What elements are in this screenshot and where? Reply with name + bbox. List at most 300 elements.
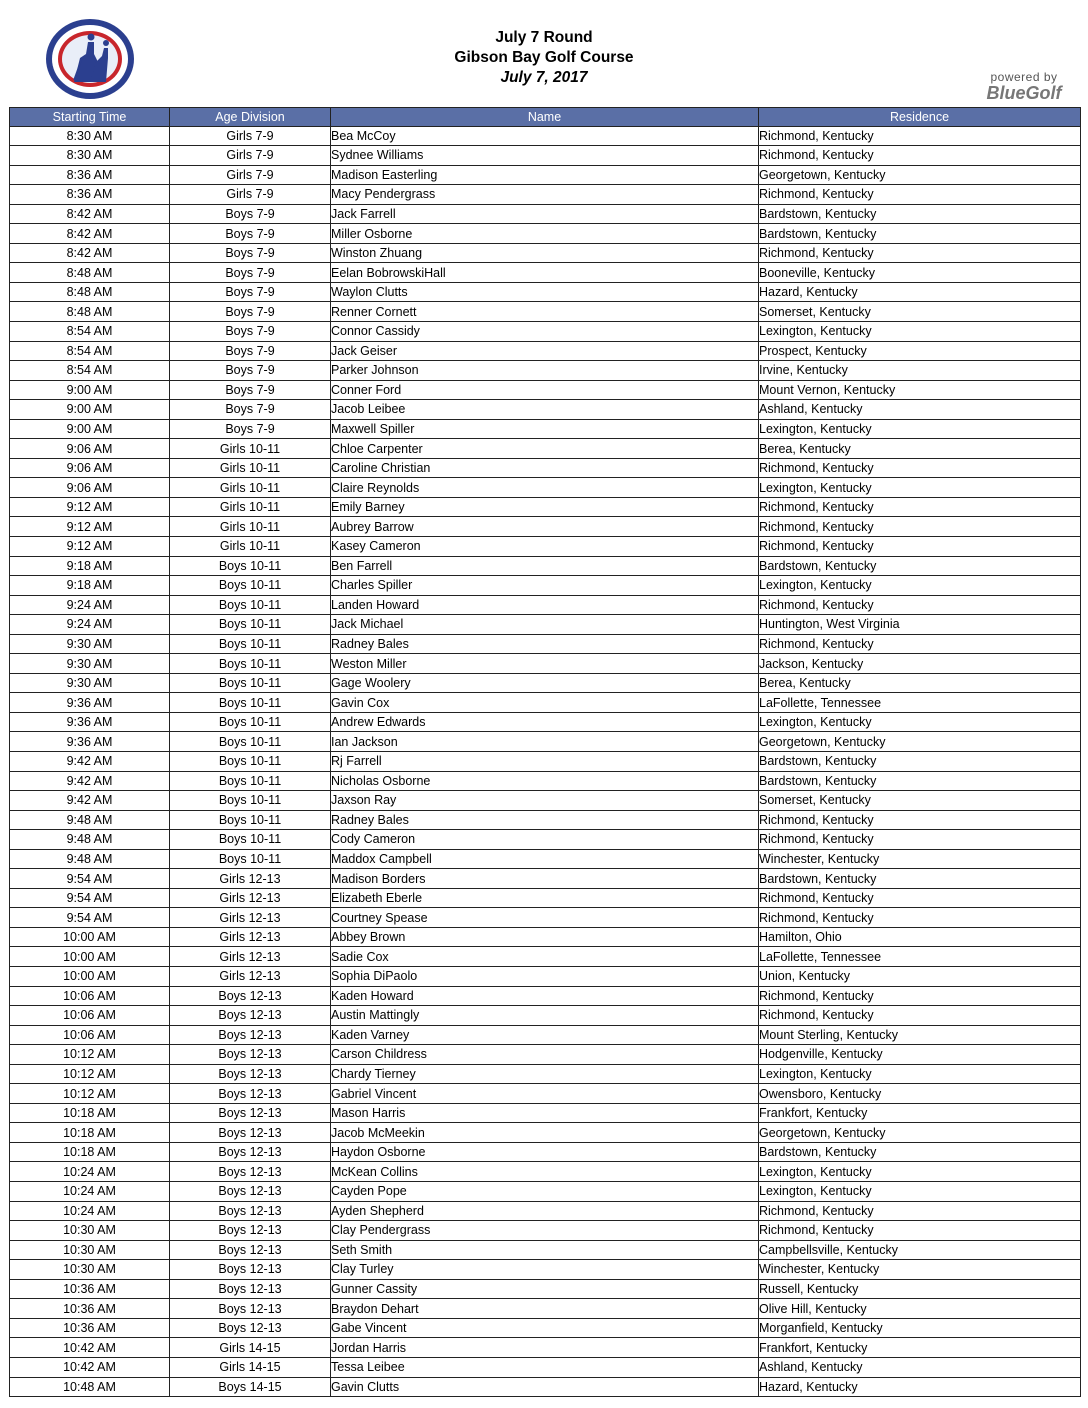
table-row: [10, 849, 1081, 869]
player-name-cell: Austin Mattingly: [331, 1006, 759, 1026]
player-name-cell: Emily Barney: [331, 497, 759, 517]
residence-cell: Richmond, Kentucky: [759, 185, 1081, 205]
residence-cell: Russell, Kentucky: [759, 1279, 1081, 1299]
age-division-cell: Girls 12-13: [170, 967, 331, 987]
table-row: [10, 1377, 1081, 1397]
player-name-cell: Sydnee Williams: [331, 146, 759, 166]
residence-cell: Georgetown, Kentucky: [759, 165, 1081, 185]
age-division-cell: Boys 14-15: [170, 1377, 331, 1397]
table-row: [10, 380, 1081, 400]
table-row: [10, 810, 1081, 830]
residence-cell: Richmond, Kentucky: [759, 1221, 1081, 1241]
age-division-cell: Boys 10-11: [170, 654, 331, 674]
residence-cell: Prospect, Kentucky: [759, 341, 1081, 361]
player-name-cell: Carson Childress: [331, 1045, 759, 1065]
residence-cell: Richmond, Kentucky: [759, 888, 1081, 908]
player-name-cell: Radney Bales: [331, 634, 759, 654]
age-division-cell: Boys 7-9: [170, 321, 331, 341]
table-row: [10, 185, 1081, 205]
residence-cell: Olive Hill, Kentucky: [759, 1299, 1081, 1319]
residence-cell: Booneville, Kentucky: [759, 263, 1081, 283]
age-division-cell: Boys 10-11: [170, 849, 331, 869]
table-row: [10, 752, 1081, 772]
table-row: [10, 536, 1081, 556]
round-date: July 7, 2017: [500, 69, 588, 86]
player-name-cell: Gabriel Vincent: [331, 1084, 759, 1104]
residence-cell: Richmond, Kentucky: [759, 243, 1081, 263]
player-name-cell: Clay Turley: [331, 1260, 759, 1280]
player-name-cell: Courtney Spease: [331, 908, 759, 928]
residence-cell: Hazard, Kentucky: [759, 1377, 1081, 1397]
residence-cell: Richmond, Kentucky: [759, 458, 1081, 478]
age-division-cell: Boys 7-9: [170, 263, 331, 283]
age-division-cell: Boys 7-9: [170, 224, 331, 244]
age-division-cell: Girls 7-9: [170, 185, 331, 205]
residence-cell: Richmond, Kentucky: [759, 126, 1081, 146]
residence-cell: Bardstown, Kentucky: [759, 1142, 1081, 1162]
player-name-cell: Jacob McMeekin: [331, 1123, 759, 1143]
player-name-cell: Radney Bales: [331, 810, 759, 830]
starting-time-cell: 9:06 AM: [10, 458, 170, 478]
age-division-cell: Boys 12-13: [170, 1201, 331, 1221]
residence-cell: Richmond, Kentucky: [759, 830, 1081, 850]
age-division-cell: Boys 10-11: [170, 556, 331, 576]
player-name-cell: Caroline Christian: [331, 458, 759, 478]
player-name-cell: Bea McCoy: [331, 126, 759, 146]
table-row: [10, 986, 1081, 1006]
starting-time-cell: 9:30 AM: [10, 673, 170, 693]
starting-time-cell: 9:12 AM: [10, 517, 170, 537]
age-division-cell: Boys 7-9: [170, 302, 331, 322]
starting-time-cell: 8:30 AM: [10, 146, 170, 166]
residence-cell: Union, Kentucky: [759, 967, 1081, 987]
player-name-cell: Mason Harris: [331, 1103, 759, 1123]
starting-time-cell: 8:36 AM: [10, 165, 170, 185]
age-division-cell: Boys 10-11: [170, 595, 331, 615]
starting-time-cell: 10:06 AM: [10, 1006, 170, 1026]
residence-cell: Richmond, Kentucky: [759, 595, 1081, 615]
starting-time-cell: 9:54 AM: [10, 908, 170, 928]
starting-time-cell: 10:24 AM: [10, 1162, 170, 1182]
player-name-cell: Chardy Tierney: [331, 1064, 759, 1084]
age-division-cell: Boys 12-13: [170, 1142, 331, 1162]
player-name-cell: Sadie Cox: [331, 947, 759, 967]
starting-time-cell: 10:12 AM: [10, 1064, 170, 1084]
player-name-cell: Gage Woolery: [331, 673, 759, 693]
report-header: [0, 28, 1088, 88]
player-name-cell: Kaden Howard: [331, 986, 759, 1006]
age-division-cell: Girls 10-11: [170, 458, 331, 478]
table-row: [10, 458, 1081, 478]
table-row: [10, 126, 1081, 146]
age-division-cell: Boys 12-13: [170, 1162, 331, 1182]
age-division-cell: Boys 10-11: [170, 673, 331, 693]
starting-time-cell: 9:12 AM: [10, 497, 170, 517]
table-body: [10, 126, 1081, 1397]
table-row: [10, 927, 1081, 947]
player-name-cell: Macy Pendergrass: [331, 185, 759, 205]
residence-cell: LaFollette, Tennessee: [759, 693, 1081, 713]
player-name-cell: Kaden Varney: [331, 1025, 759, 1045]
starting-time-cell: 10:30 AM: [10, 1260, 170, 1280]
residence-cell: Frankfort, Kentucky: [759, 1338, 1081, 1358]
age-division-cell: Boys 10-11: [170, 576, 331, 596]
starting-time-cell: 8:48 AM: [10, 263, 170, 283]
table-row: [10, 1318, 1081, 1338]
age-division-cell: Boys 7-9: [170, 282, 331, 302]
starting-time-cell: 9:42 AM: [10, 771, 170, 791]
age-division-cell: Boys 10-11: [170, 810, 331, 830]
starting-time-cell: 9:36 AM: [10, 712, 170, 732]
residence-cell: Huntington, West Virginia: [759, 615, 1081, 635]
player-name-cell: Winston Zhuang: [331, 243, 759, 263]
table-row: [10, 321, 1081, 341]
age-division-cell: Boys 12-13: [170, 1064, 331, 1084]
age-division-cell: Boys 7-9: [170, 361, 331, 381]
table-row: [10, 673, 1081, 693]
age-division-cell: Girls 10-11: [170, 439, 331, 459]
player-name-cell: Parker Johnson: [331, 361, 759, 381]
starting-time-cell: 10:18 AM: [10, 1142, 170, 1162]
age-division-cell: Boys 12-13: [170, 1025, 331, 1045]
table-row: [10, 1123, 1081, 1143]
table-row: [10, 908, 1081, 928]
table-row: [10, 1064, 1081, 1084]
starting-time-cell: 10:18 AM: [10, 1123, 170, 1143]
table-row: [10, 439, 1081, 459]
starting-time-cell: 9:42 AM: [10, 752, 170, 772]
age-division-cell: Girls 10-11: [170, 478, 331, 498]
table-row: [10, 361, 1081, 381]
starting-time-cell: 9:00 AM: [10, 400, 170, 420]
age-division-cell: Boys 10-11: [170, 634, 331, 654]
powered-by-label: powered by: [990, 70, 1058, 84]
table-row: [10, 419, 1081, 439]
age-division-cell: Girls 10-11: [170, 536, 331, 556]
residence-cell: Mount Vernon, Kentucky: [759, 380, 1081, 400]
residence-cell: Richmond, Kentucky: [759, 497, 1081, 517]
residence-cell: Hodgenville, Kentucky: [759, 1045, 1081, 1065]
age-division-cell: Boys 10-11: [170, 693, 331, 713]
table-header-row: [10, 108, 1081, 127]
player-name-cell: Braydon Dehart: [331, 1299, 759, 1319]
table-row: [10, 595, 1081, 615]
starting-time-cell: 9:30 AM: [10, 654, 170, 674]
residence-cell: Lexington, Kentucky: [759, 321, 1081, 341]
starting-time-cell: 9:24 AM: [10, 595, 170, 615]
residence-cell: Ashland, Kentucky: [759, 1357, 1081, 1377]
player-name-cell: Elizabeth Eberle: [331, 888, 759, 908]
residence-cell: Bardstown, Kentucky: [759, 556, 1081, 576]
table-row: [10, 615, 1081, 635]
table-row: [10, 1045, 1081, 1065]
age-division-cell: Boys 12-13: [170, 1279, 331, 1299]
player-name-cell: Tessa Leibee: [331, 1357, 759, 1377]
table-row: [10, 146, 1081, 166]
table-row: [10, 967, 1081, 987]
residence-cell: Richmond, Kentucky: [759, 634, 1081, 654]
starting-time-cell: 9:24 AM: [10, 615, 170, 635]
table-row: [10, 1182, 1081, 1202]
age-division-cell: Girls 10-11: [170, 497, 331, 517]
age-division-cell: Boys 10-11: [170, 791, 331, 811]
age-division-cell: Girls 7-9: [170, 146, 331, 166]
residence-cell: Frankfort, Kentucky: [759, 1103, 1081, 1123]
age-division-cell: Boys 12-13: [170, 1182, 331, 1202]
age-division-cell: Girls 14-15: [170, 1338, 331, 1358]
starting-time-cell: 10:42 AM: [10, 1338, 170, 1358]
age-division-cell: Boys 12-13: [170, 1045, 331, 1065]
table-row: [10, 400, 1081, 420]
player-name-cell: Jordan Harris: [331, 1338, 759, 1358]
player-name-cell: Landen Howard: [331, 595, 759, 615]
starting-time-cell: 10:00 AM: [10, 947, 170, 967]
player-name-cell: Renner Cornett: [331, 302, 759, 322]
starting-time-cell: 9:48 AM: [10, 810, 170, 830]
age-division-cell: Girls 12-13: [170, 869, 331, 889]
table-row: [10, 576, 1081, 596]
player-name-cell: Waylon Clutts: [331, 282, 759, 302]
starting-time-cell: 10:00 AM: [10, 927, 170, 947]
starting-time-cell: 8:54 AM: [10, 361, 170, 381]
residence-cell: Bardstown, Kentucky: [759, 771, 1081, 791]
table-row: [10, 1357, 1081, 1377]
age-division-cell: Boys 12-13: [170, 1299, 331, 1319]
table-row: [10, 204, 1081, 224]
bluegolf-brand: BlueGolf: [986, 83, 1062, 103]
age-division-cell: Boys 12-13: [170, 1084, 331, 1104]
player-name-cell: Jaxson Ray: [331, 791, 759, 811]
table-row: [10, 1240, 1081, 1260]
residence-cell: Richmond, Kentucky: [759, 986, 1081, 1006]
table-row: [10, 263, 1081, 283]
table-row: [10, 556, 1081, 576]
player-name-cell: Madison Easterling: [331, 165, 759, 185]
residence-cell: Richmond, Kentucky: [759, 908, 1081, 928]
player-name-cell: Nicholas Osborne: [331, 771, 759, 791]
player-name-cell: Ben Farrell: [331, 556, 759, 576]
player-name-cell: Jack Michael: [331, 615, 759, 635]
residence-cell: Lexington, Kentucky: [759, 576, 1081, 596]
player-name-cell: Madison Borders: [331, 869, 759, 889]
age-division-cell: Girls 12-13: [170, 888, 331, 908]
player-name-cell: Sophia DiPaolo: [331, 967, 759, 987]
table-row: [10, 888, 1081, 908]
starting-time-cell: 9:30 AM: [10, 634, 170, 654]
table-row: [10, 654, 1081, 674]
residence-cell: Lexington, Kentucky: [759, 419, 1081, 439]
column-header-starting-time: Starting Time: [10, 108, 170, 127]
table-row: [10, 341, 1081, 361]
starting-time-cell: 9:42 AM: [10, 791, 170, 811]
player-name-cell: Claire Reynolds: [331, 478, 759, 498]
table-row: [10, 282, 1081, 302]
starting-time-cell: 10:36 AM: [10, 1279, 170, 1299]
age-division-cell: Girls 10-11: [170, 517, 331, 537]
table-row: [10, 947, 1081, 967]
residence-cell: Lexington, Kentucky: [759, 1182, 1081, 1202]
age-division-cell: Boys 12-13: [170, 1103, 331, 1123]
starting-time-cell: 10:06 AM: [10, 986, 170, 1006]
residence-cell: Richmond, Kentucky: [759, 536, 1081, 556]
player-name-cell: McKean Collins: [331, 1162, 759, 1182]
residence-cell: Lexington, Kentucky: [759, 478, 1081, 498]
starting-time-cell: 9:48 AM: [10, 830, 170, 850]
column-header-age-division: Age Division: [170, 108, 331, 127]
residence-cell: Richmond, Kentucky: [759, 517, 1081, 537]
starting-time-cell: 10:24 AM: [10, 1201, 170, 1221]
residence-cell: Hazard, Kentucky: [759, 282, 1081, 302]
player-name-cell: Kasey Cameron: [331, 536, 759, 556]
residence-cell: Georgetown, Kentucky: [759, 732, 1081, 752]
residence-cell: Bardstown, Kentucky: [759, 752, 1081, 772]
powered-by-bluegolf: [972, 70, 1076, 104]
residence-cell: Bardstown, Kentucky: [759, 869, 1081, 889]
residence-cell: Richmond, Kentucky: [759, 1201, 1081, 1221]
age-division-cell: Boys 12-13: [170, 1123, 331, 1143]
starting-time-cell: 10:12 AM: [10, 1084, 170, 1104]
age-division-cell: Boys 10-11: [170, 771, 331, 791]
starting-time-cell: 9:54 AM: [10, 869, 170, 889]
table-row: [10, 478, 1081, 498]
age-division-cell: Boys 7-9: [170, 380, 331, 400]
starting-time-cell: 9:54 AM: [10, 888, 170, 908]
table-row: [10, 1221, 1081, 1241]
starting-time-cell: 8:54 AM: [10, 321, 170, 341]
age-division-cell: Boys 10-11: [170, 752, 331, 772]
tee-times-table: [9, 107, 1081, 1397]
starting-time-cell: 10:48 AM: [10, 1377, 170, 1397]
residence-cell: Campbellsville, Kentucky: [759, 1240, 1081, 1260]
starting-time-cell: 9:06 AM: [10, 439, 170, 459]
age-division-cell: Boys 7-9: [170, 243, 331, 263]
table-row: [10, 224, 1081, 244]
table-row: [10, 1103, 1081, 1123]
residence-cell: Georgetown, Kentucky: [759, 1123, 1081, 1143]
table-row: [10, 517, 1081, 537]
table-row: [10, 693, 1081, 713]
starting-time-cell: 8:48 AM: [10, 282, 170, 302]
player-name-cell: Rj Farrell: [331, 752, 759, 772]
age-division-cell: Girls 7-9: [170, 126, 331, 146]
age-division-cell: Boys 7-9: [170, 204, 331, 224]
residence-cell: Richmond, Kentucky: [759, 1006, 1081, 1026]
starting-time-cell: 8:30 AM: [10, 126, 170, 146]
residence-cell: Hamilton, Ohio: [759, 927, 1081, 947]
age-division-cell: Boys 12-13: [170, 1260, 331, 1280]
player-name-cell: Charles Spiller: [331, 576, 759, 596]
residence-cell: Morganfield, Kentucky: [759, 1318, 1081, 1338]
residence-cell: Bardstown, Kentucky: [759, 224, 1081, 244]
starting-time-cell: 9:00 AM: [10, 419, 170, 439]
player-name-cell: Aubrey Barrow: [331, 517, 759, 537]
starting-time-cell: 10:24 AM: [10, 1182, 170, 1202]
residence-cell: Lexington, Kentucky: [759, 712, 1081, 732]
age-division-cell: Girls 12-13: [170, 908, 331, 928]
starting-time-cell: 10:12 AM: [10, 1045, 170, 1065]
age-division-cell: Boys 10-11: [170, 732, 331, 752]
age-division-cell: Boys 10-11: [170, 830, 331, 850]
starting-time-cell: 10:36 AM: [10, 1318, 170, 1338]
table-row: [10, 830, 1081, 850]
player-name-cell: Maxwell Spiller: [331, 419, 759, 439]
residence-cell: Richmond, Kentucky: [759, 146, 1081, 166]
table-row: [10, 1142, 1081, 1162]
age-division-cell: Girls 7-9: [170, 165, 331, 185]
residence-cell: Somerset, Kentucky: [759, 302, 1081, 322]
age-division-cell: Boys 10-11: [170, 615, 331, 635]
player-name-cell: Gavin Cox: [331, 693, 759, 713]
table-row: [10, 712, 1081, 732]
residence-cell: Owensboro, Kentucky: [759, 1084, 1081, 1104]
player-name-cell: Maddox Campbell: [331, 849, 759, 869]
starting-time-cell: 8:42 AM: [10, 224, 170, 244]
table-row: [10, 1084, 1081, 1104]
table-row: [10, 165, 1081, 185]
starting-time-cell: 8:48 AM: [10, 302, 170, 322]
residence-cell: Bardstown, Kentucky: [759, 204, 1081, 224]
column-header-name: Name: [331, 108, 759, 127]
player-name-cell: Eelan BobrowskiHall: [331, 263, 759, 283]
starting-time-cell: 9:06 AM: [10, 478, 170, 498]
starting-time-cell: 8:42 AM: [10, 243, 170, 263]
starting-time-cell: 10:30 AM: [10, 1240, 170, 1260]
residence-cell: Richmond, Kentucky: [759, 810, 1081, 830]
age-division-cell: Boys 7-9: [170, 400, 331, 420]
residence-cell: Mount Sterling, Kentucky: [759, 1025, 1081, 1045]
age-division-cell: Boys 12-13: [170, 1318, 331, 1338]
residence-cell: Ashland, Kentucky: [759, 400, 1081, 420]
player-name-cell: Gabe Vincent: [331, 1318, 759, 1338]
starting-time-cell: 10:36 AM: [10, 1299, 170, 1319]
residence-cell: LaFollette, Tennessee: [759, 947, 1081, 967]
residence-cell: Lexington, Kentucky: [759, 1162, 1081, 1182]
course-name: Gibson Bay Golf Course: [454, 49, 634, 66]
starting-time-cell: 9:00 AM: [10, 380, 170, 400]
residence-cell: Winchester, Kentucky: [759, 849, 1081, 869]
starting-time-cell: 9:36 AM: [10, 732, 170, 752]
table-row: [10, 791, 1081, 811]
player-name-cell: Jack Geiser: [331, 341, 759, 361]
table-row: [10, 497, 1081, 517]
column-header-residence: Residence: [759, 108, 1081, 127]
age-division-cell: Boys 12-13: [170, 1221, 331, 1241]
player-name-cell: Haydon Osborne: [331, 1142, 759, 1162]
starting-time-cell: 10:30 AM: [10, 1221, 170, 1241]
table-row: [10, 1279, 1081, 1299]
table-row: [10, 1338, 1081, 1358]
starting-time-cell: 10:00 AM: [10, 967, 170, 987]
player-name-cell: Jacob Leibee: [331, 400, 759, 420]
residence-cell: Jackson, Kentucky: [759, 654, 1081, 674]
age-division-cell: Boys 12-13: [170, 1240, 331, 1260]
table-row: [10, 771, 1081, 791]
player-name-cell: Cody Cameron: [331, 830, 759, 850]
starting-time-cell: 9:12 AM: [10, 536, 170, 556]
residence-cell: Lexington, Kentucky: [759, 1064, 1081, 1084]
table-row: [10, 1201, 1081, 1221]
starting-time-cell: 9:18 AM: [10, 556, 170, 576]
player-name-cell: Jack Farrell: [331, 204, 759, 224]
table-row: [10, 1025, 1081, 1045]
starting-time-cell: 10:42 AM: [10, 1357, 170, 1377]
player-name-cell: Clay Pendergrass: [331, 1221, 759, 1241]
residence-cell: Winchester, Kentucky: [759, 1260, 1081, 1280]
table-row: [10, 634, 1081, 654]
starting-time-cell: 9:18 AM: [10, 576, 170, 596]
age-division-cell: Boys 12-13: [170, 1006, 331, 1026]
player-name-cell: Gunner Cassity: [331, 1279, 759, 1299]
